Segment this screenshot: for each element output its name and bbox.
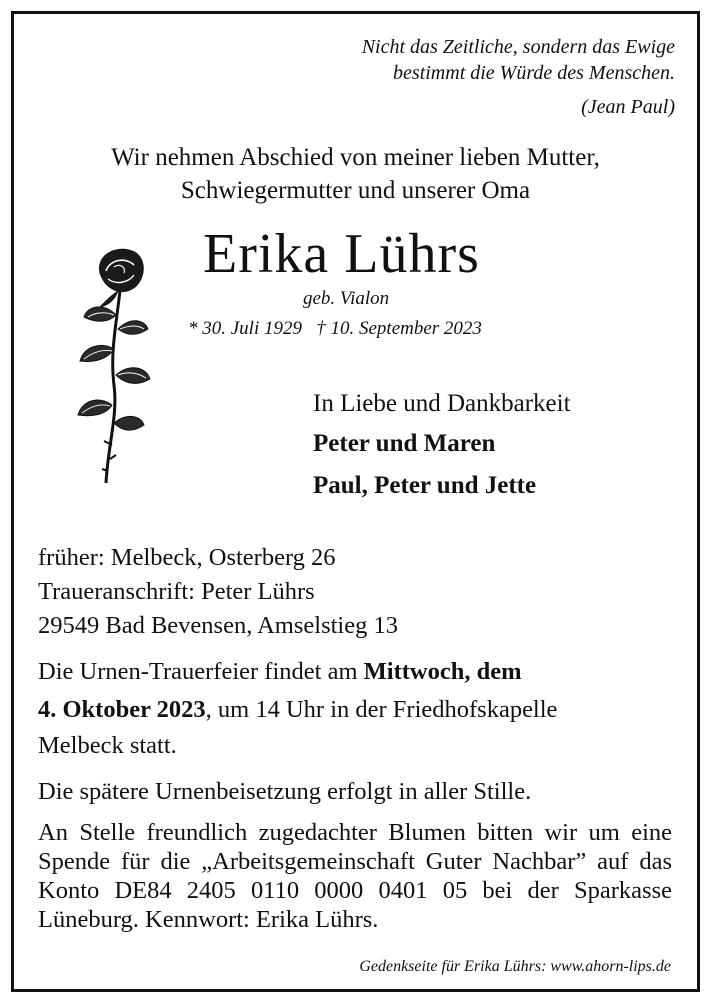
address-line-1: früher: Melbeck, Osterberg 26 <box>38 544 336 571</box>
service-date: 4. Oktober 2023 <box>38 696 206 723</box>
quote-line-1: Nicht das Zeitliche, sondern das Ewige <box>361 36 675 58</box>
quote-line-2: bestimmt die Würde des Menschen. <box>393 62 675 84</box>
service-post: , um 14 Uhr in der Friedhofskapelle <box>205 696 558 723</box>
burial-text: Die spätere Urnenbeisetzung erfolgt in aller Stille. <box>38 778 532 805</box>
service-pre: Die Urnen-Trauerfeier findet am <box>38 658 364 685</box>
donation-text: An Stelle freundlich zugedachter Blumen bitten wir um eine Spende für die „Arbeitsgemeinschaft Guter Nachbar” auf das Konto DE84 2405 0110 0000 0401 05 bei der Sparkasse Lüneburg. Kennwort: Erika Lührs. <box>38 819 672 933</box>
signature-phrase: In Liebe und Dankbarkeit <box>313 390 571 417</box>
address-line-2: Traueranschrift: Peter Lührs <box>38 578 315 605</box>
memorial-page-footer: Gedenkseite für Erika Lührs: www.ahorn-lips.de <box>359 958 671 975</box>
maiden-name: geb. Vialon <box>303 288 390 309</box>
life-dates: * 30. Juli 1929 † 10. September 2023 <box>188 318 482 339</box>
service-line-2 <box>38 694 557 726</box>
service-place: Melbeck statt. <box>38 732 177 759</box>
signature-family-1: Peter und Maren <box>313 430 496 457</box>
deceased-name: Erika Lührs <box>203 223 480 285</box>
quote-author: (Jean Paul) <box>581 96 675 118</box>
service-line-1 <box>38 656 522 688</box>
rose-icon <box>70 245 155 495</box>
intro-line-2: Schwiegermutter und unserer Oma <box>180 177 531 204</box>
signature-family-2: Paul, Peter und Jette <box>313 472 537 499</box>
service-day: Mittwoch, dem <box>363 658 522 685</box>
intro-line-1: Wir nehmen Abschied von meiner lieben Mutter, <box>111 144 600 171</box>
address-line-3: 29549 Bad Bevensen, Amselstieg 13 <box>38 612 398 639</box>
